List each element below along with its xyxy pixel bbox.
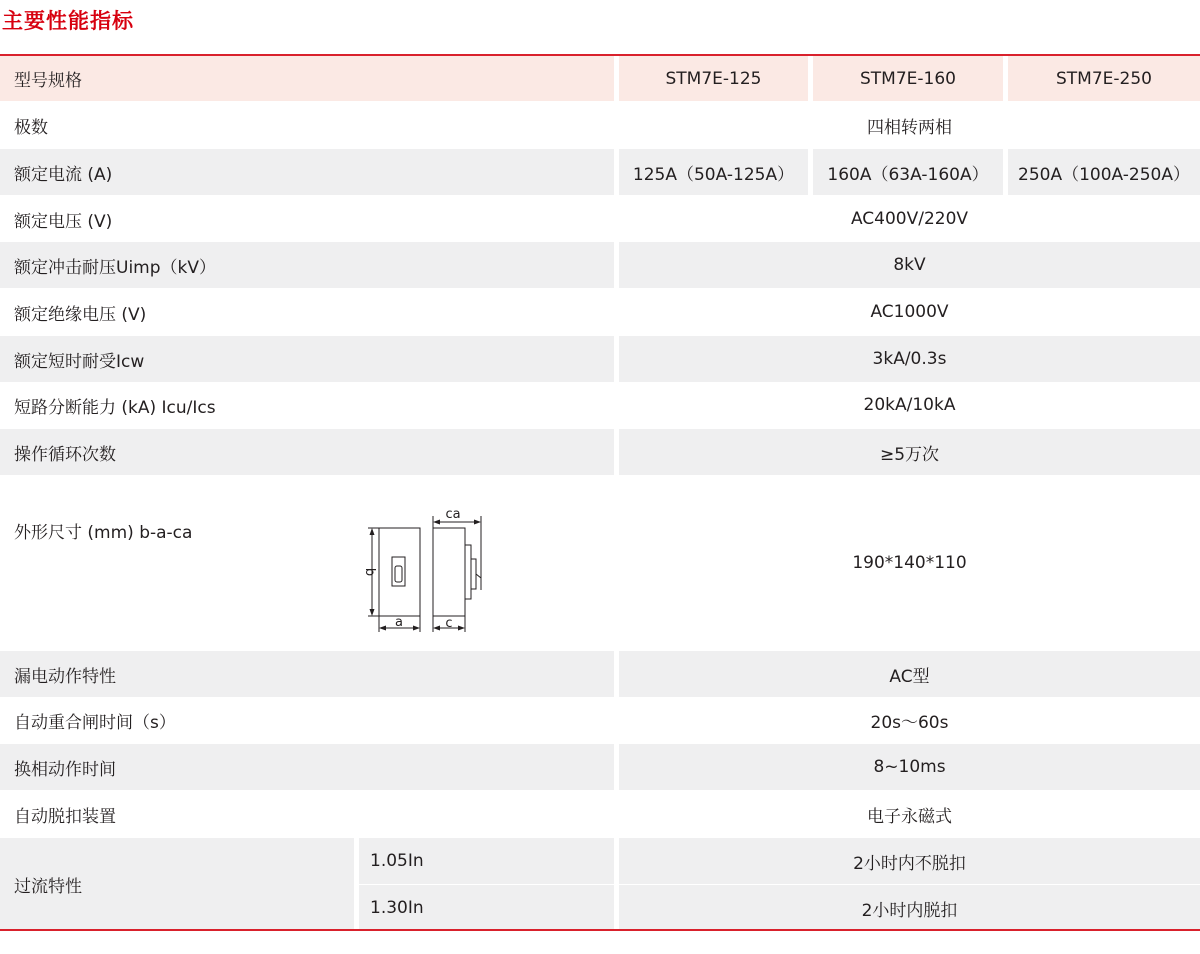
front-view-outline	[379, 528, 420, 616]
row-overcurrent-sub2-value: 2小时内脱扣	[619, 885, 1200, 931]
row-current-125: 125A（50A-125A）	[619, 149, 808, 195]
row-insulation-value: AC1000V	[619, 289, 1200, 335]
row-switch-value: 8~10ms	[619, 744, 1200, 790]
row-overcurrent-sub1-label: 1.05In	[359, 838, 614, 884]
row-overcurrent-sub2-label: 1.30In	[359, 885, 614, 931]
bottom-rule	[0, 929, 1200, 931]
dim-label-ca: ca	[445, 507, 461, 522]
row-dimensions-label: 外形尺寸 (mm) b-a-ca	[14, 523, 193, 543]
page-title: 主要性能指标	[2, 9, 134, 33]
dim-label-a: a	[395, 615, 403, 630]
row-leakage-value: AC型	[619, 651, 1200, 697]
model-160: STM7E-160	[813, 56, 1003, 101]
row-switch-label: 换相动作时间	[0, 744, 614, 790]
row-current-250: 250A（100A-250A）	[1008, 149, 1200, 195]
model-125: STM7E-125	[619, 56, 808, 101]
row-breaking-value: 20kA/10kA	[619, 382, 1200, 428]
row-breaking-label: 短路分断能力 (kA) Icu/Ics	[0, 382, 614, 428]
row-current-160: 160A（63A-160A）	[813, 149, 1003, 195]
side-view-handle	[471, 559, 476, 589]
row-impulse-label: 额定冲击耐压Uimp（kV）	[0, 242, 614, 288]
row-reclose-value: 20s～60s	[619, 697, 1200, 743]
header-label: 型号规格	[0, 56, 614, 101]
dim-label-c: c	[445, 616, 453, 631]
row-overcurrent-label: 过流特性	[0, 838, 354, 931]
row-icw-label: 额定短时耐受Icw	[0, 336, 614, 382]
row-autotrip-label: 自动脱扣装置	[0, 791, 614, 837]
row-current-label: 额定电流 (A)	[0, 149, 614, 195]
row-icw-value: 3kA/0.3s	[619, 336, 1200, 382]
row-cycles-label: 操作循环次数	[0, 429, 614, 475]
row-overcurrent-sub1-value: 2小时内不脱扣	[619, 838, 1200, 884]
row-reclose-label: 自动重合闸时间（s）	[0, 697, 614, 743]
row-poles-label: 极数	[0, 102, 614, 148]
dimension-diagram	[350, 500, 490, 635]
model-250: STM7E-250	[1008, 56, 1200, 101]
dim-label-b: b	[362, 567, 377, 577]
row-autotrip-value: 电子永磁式	[619, 791, 1200, 837]
row-cycles-value: ≥5万次	[619, 429, 1200, 475]
handle-inner	[395, 566, 402, 582]
side-view-outline	[433, 528, 465, 616]
row-voltage-label: 额定电压 (V)	[0, 196, 614, 242]
row-impulse-value: 8kV	[619, 242, 1200, 288]
row-voltage-value: AC400V/220V	[619, 196, 1200, 242]
row-dimensions-label-cell	[0, 476, 614, 650]
row-dimensions-value: 190*140*110	[619, 476, 1200, 650]
row-leakage-label: 漏电动作特性	[0, 651, 614, 697]
row-poles-value: 四相转两相	[619, 102, 1200, 148]
row-insulation-label: 额定绝缘电压 (V)	[0, 289, 614, 335]
side-view-step	[465, 545, 471, 599]
